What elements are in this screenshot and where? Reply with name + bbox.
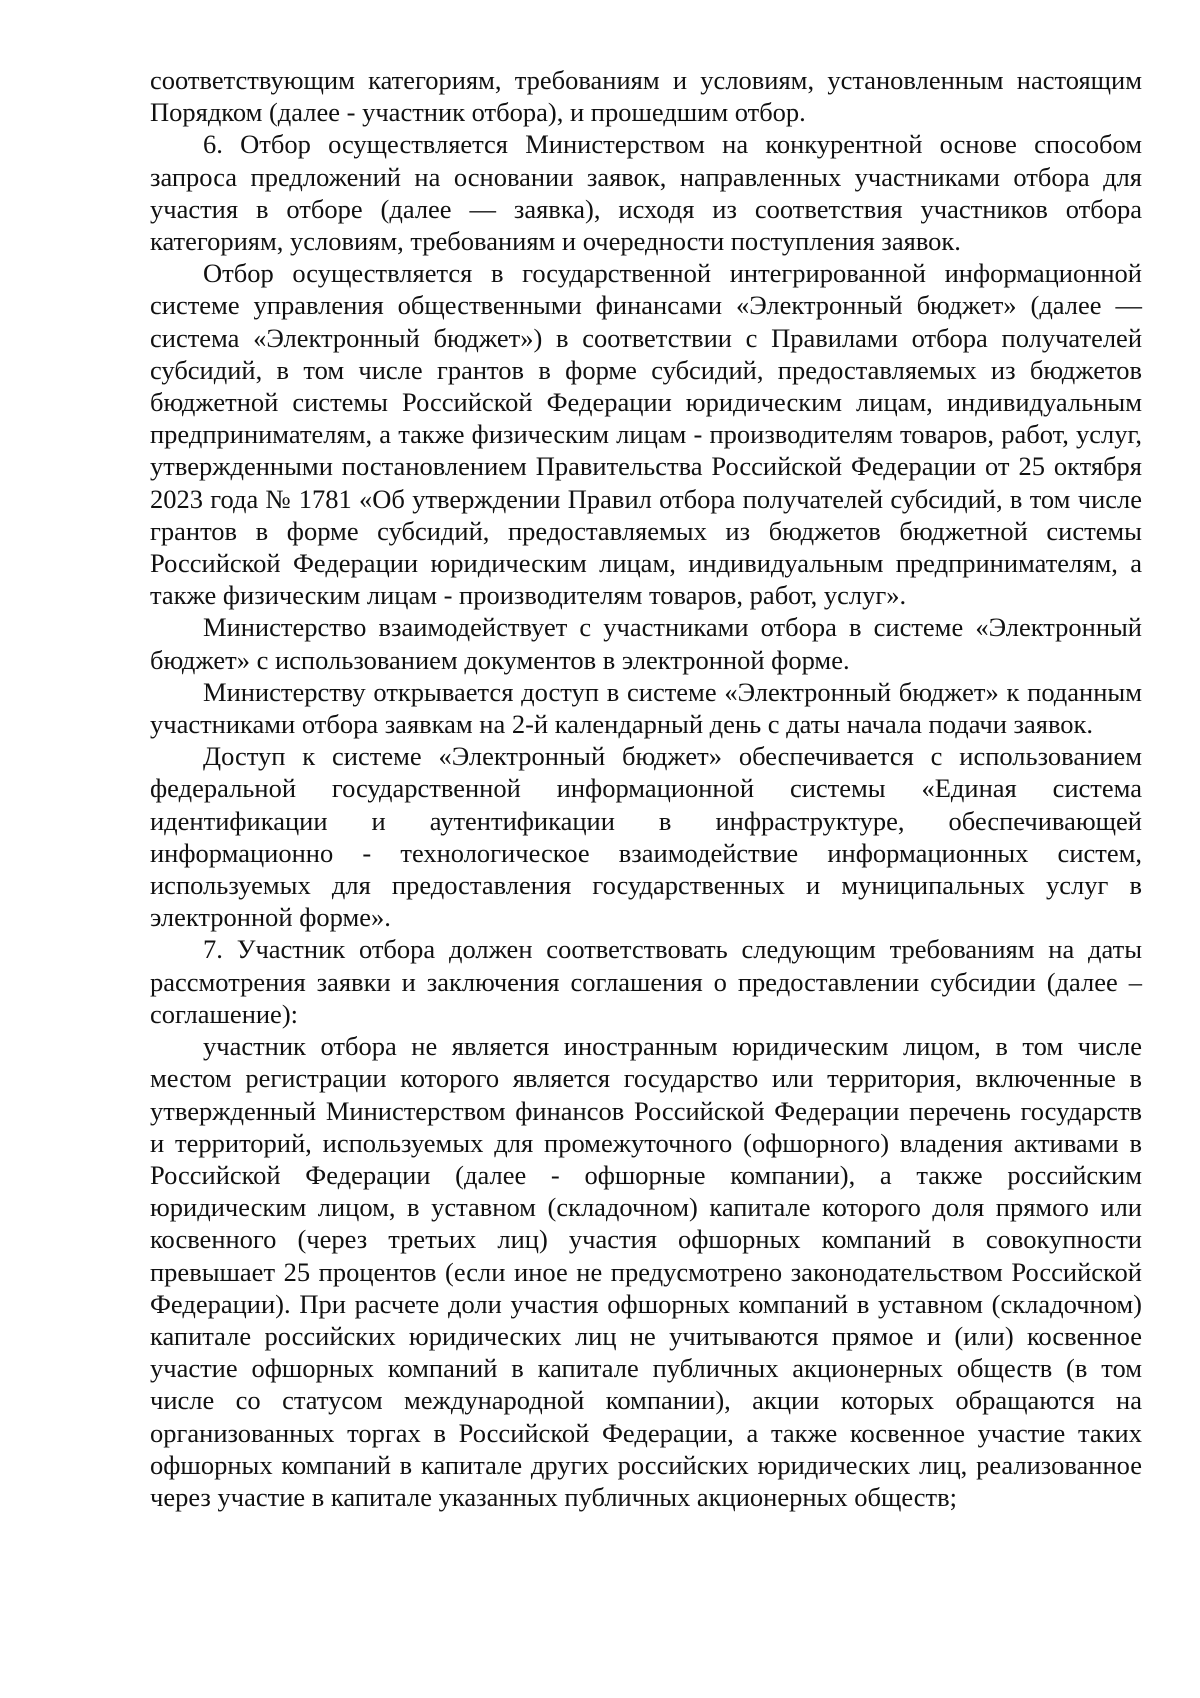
paragraph-ministry-access: Министерству открывается доступ в системе «Электронный бюджет» к поданным участниками отбора заявкам на 2-й календарный день с даты начала подачи заявок.	[150, 676, 1142, 740]
paragraph-item-6: 6. Отбор осуществляется Министерством на конкурентной основе способом запроса предложений на основании заявок, направленных участниками отбора для участия в отборе (далее — заявка), исходя из соответствия участников отбора категориям, условиям, требованиям и очередности поступления заявок.	[150, 129, 1142, 257]
paragraph-offshore-requirement: участник отбора не является иностранным юридическим лицом, в том числе местом регистрации которого является государство или территория, включенные в утвержденный Министерством финансов Российской Федерации перечень государств и территорий, используемых для промежуточного (офшорного) владения активами в Российской Федерации (далее - офшорные компании), а также российским юридическим лицом, в уставном (складочном) капитале которого доля прямого или косвенного (через третьих лиц) участия офшорных компаний в совокупности превышает 25 процентов (если иное не предусмотрено законодательством Российской Федерации). При расчете доли участия офшорных компаний в уставном (складочном) капитале российских юридических лиц не учитываются прямое и (или) косвенное участие офшорных компаний в капитале публичных акционерных обществ (в том числе со статусом международной компании), акции которых обращаются на организованных торгах в Российской Федерации, а также косвенное участие таких офшорных компаний в капитале других российских юридических лиц, реализованное через участие в капитале указанных публичных акционерных обществ;	[150, 1031, 1142, 1512]
paragraph-system-access: Доступ к системе «Электронный бюджет» обеспечивается с использованием федеральной государственной информационной системы «Единая система идентификации и аутентификации в инфраструктуре, обеспечивающей информационно - технологическое взаимодействие информационных систем, используемых для предоставления государственных и муниципальных услуг в электронной форме».	[150, 741, 1142, 933]
paragraph-ministry-interaction: Министерство взаимодействует с участниками отбора в системе «Электронный бюджет» с использованием документов в электронной форме.	[150, 612, 1142, 675]
paragraph-item-7: 7. Участник отбора должен соответствовать следующим требованиям на даты рассмотрения заявки и заключения соглашения о предоставлении субсидии (далее – соглашение):	[150, 934, 1142, 1029]
paragraph-electronic-budget-system: Отбор осуществляется в государственной интегрированной информационной системе управления общественными финансами «Электронный бюджет» (далее — система «Электронный бюджет») в соответствии с Правилами отбора получателей субсидий, в том числе грантов в форме субсидий, предоставляемых из бюджетов бюджетной системы Российской Федерации юридическим лицам, индивидуальным предпринимателям, а также физическим лицам - производителям товаров, работ, услуг, утвержденными постановлением Правительства Российской Федерации от 25 октября 2023 года № 1781 «Об утверждении Правил отбора получателей субсидий, в том числе грантов в форме субсидий, предоставляемых из бюджетов бюджетной системы Российской Федерации юридическим лицам, индивидуальным предпринимателям, а также физическим лицам - производителям товаров, работ, услуг».	[150, 258, 1142, 611]
paragraph-continuation: соответствующим категориям, требованиям и условиям, установленным настоящим Порядком (далее - участник отбора), и прошедшим отбор.	[150, 65, 1142, 128]
